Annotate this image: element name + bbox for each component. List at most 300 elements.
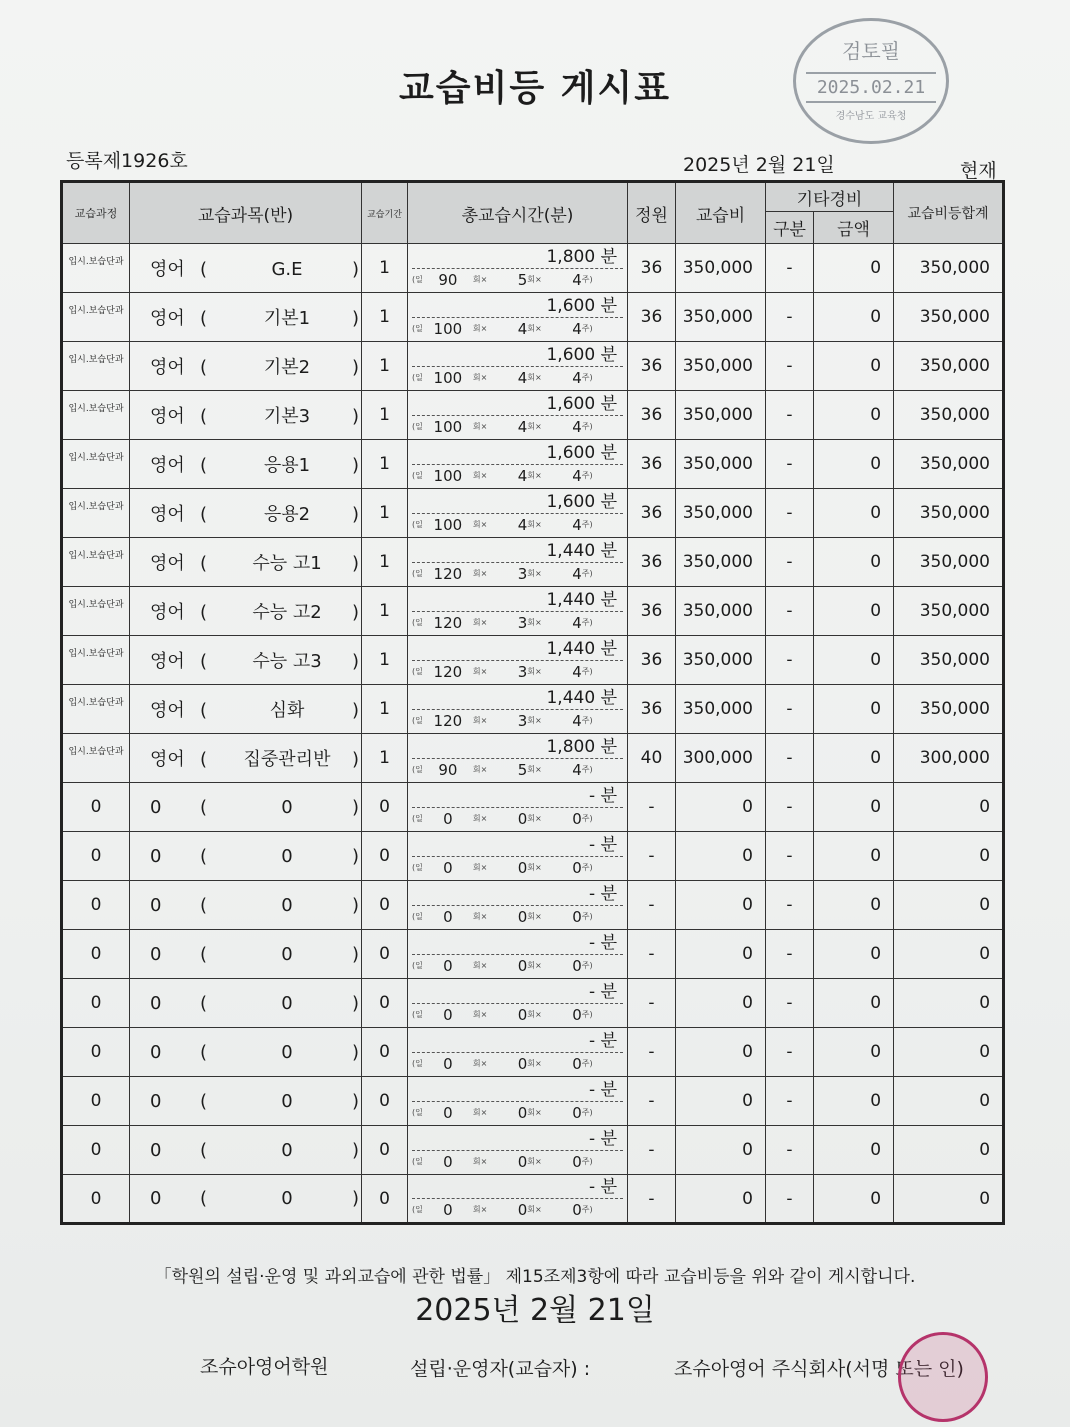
cell-capacity: 40 <box>628 734 676 783</box>
total-minutes: - <box>589 1128 596 1149</box>
cell-total-fee: 350,000 <box>894 342 1004 391</box>
class-name: 기본2 <box>263 357 311 378</box>
cell-fee: 350,000 <box>676 489 766 538</box>
footer-date: 2025년 2월 21일 <box>415 1293 655 1328</box>
cell-total-fee: 0 <box>894 979 1004 1028</box>
cell-fee: 0 <box>676 979 766 1028</box>
cell-course: 0 <box>62 1126 130 1175</box>
sessions-per-week: 0 <box>517 1103 528 1122</box>
table-row <box>62 1028 1004 1077</box>
cell-subject: 영어 ( 응용2 ) <box>130 489 362 538</box>
minutes-per-session: 0 <box>443 1201 453 1219</box>
cell-other-amount: 0 <box>814 538 894 587</box>
cell-fee: 350,000 <box>676 636 766 685</box>
cell-other-type: - <box>766 1028 814 1077</box>
table-row <box>62 881 1004 930</box>
total-minutes: - <box>589 932 596 953</box>
cell-period: 1 <box>362 391 408 440</box>
total-minutes: 1,600 <box>546 393 596 414</box>
cell-other-amount: 0 <box>814 881 894 930</box>
class-name: 0 <box>281 894 293 916</box>
cell-other-amount: 0 <box>814 1126 894 1175</box>
cell-total-fee: 350,000 <box>894 293 1004 342</box>
cell-capacity: - <box>628 1126 676 1175</box>
header-subject: 교습과목(반) <box>130 182 362 244</box>
cell-total-fee: 0 <box>894 881 1004 930</box>
header-total-time: 총교습시간(분) <box>408 182 628 244</box>
cell-course: 입시.보습단과 <box>62 342 130 391</box>
subject-name: 0 <box>150 1041 162 1063</box>
table-row <box>62 734 1004 783</box>
class-name: 0 <box>281 1090 293 1112</box>
cell-total-time: 1,440 분 (일 120 회× 3 회× 4 주) <box>408 587 628 636</box>
cell-course: 0 <box>62 1175 130 1224</box>
subject-name: 영어 <box>150 651 185 672</box>
minutes-per-session: 0 <box>443 907 453 926</box>
subject-name: 영어 <box>150 357 185 378</box>
header-capacity: 정원 <box>628 182 676 244</box>
cell-capacity: - <box>628 979 676 1028</box>
table-row <box>62 244 1004 293</box>
table-row <box>62 293 1004 342</box>
weeks: 4 <box>572 760 582 779</box>
cell-capacity: 36 <box>628 587 676 636</box>
cell-course: 입시.보습단과 <box>62 391 130 440</box>
cell-capacity: - <box>628 783 676 832</box>
subject-name: 0 <box>150 1090 162 1112</box>
total-minutes: 1,440 <box>546 589 596 610</box>
cell-fee: 350,000 <box>676 244 766 293</box>
table-row <box>62 1077 1004 1126</box>
law-notice: 「학원의 설립·운영 및 과외교습에 관한 법률」 제15조제3항에 따라 교습비등을 위와 같이 게시합니다. <box>154 1267 916 1287</box>
minutes-per-session: 0 <box>443 956 453 975</box>
total-minutes: 1,600 <box>546 442 596 463</box>
cell-capacity: - <box>628 832 676 881</box>
sessions-per-week: 4 <box>517 515 528 534</box>
table-row <box>62 489 1004 538</box>
sessions-per-week: 0 <box>517 809 528 828</box>
table-row <box>62 538 1004 587</box>
weeks: 0 <box>572 1054 582 1073</box>
sessions-per-week: 3 <box>517 662 528 681</box>
weeks: 0 <box>572 1005 582 1024</box>
class-name: 0 <box>281 845 293 867</box>
cell-other-amount: 0 <box>814 489 894 538</box>
table-row <box>62 440 1004 489</box>
sessions-per-week: 3 <box>517 613 528 632</box>
cell-subject: 영어 ( 기본3 ) <box>130 391 362 440</box>
academy-name: 조슈아영어학원 <box>200 1356 329 1378</box>
cell-fee: 350,000 <box>676 685 766 734</box>
cell-fee: 0 <box>676 832 766 881</box>
table-row <box>62 1126 1004 1175</box>
cell-total-fee: 350,000 <box>894 391 1004 440</box>
class-name: 응용1 <box>263 455 311 476</box>
cell-capacity: 36 <box>628 391 676 440</box>
weeks: 4 <box>572 515 582 534</box>
cell-course: 입시.보습단과 <box>62 244 130 293</box>
cell-fee: 0 <box>676 1126 766 1175</box>
cell-capacity: 36 <box>628 636 676 685</box>
cell-total-fee: 350,000 <box>894 489 1004 538</box>
cell-subject: 0 ( 0 ) <box>130 1175 362 1224</box>
cell-capacity: 36 <box>628 538 676 587</box>
class-name: 심화 <box>269 700 305 721</box>
table-row <box>62 587 1004 636</box>
table-row <box>62 685 1004 734</box>
cell-subject: 0 ( 0 ) <box>130 979 362 1028</box>
cell-fee: 0 <box>676 881 766 930</box>
cell-other-type: - <box>766 1175 814 1224</box>
cell-total-time: 1,600 분 (일 100 회× 4 회× 4 주) <box>408 391 628 440</box>
cell-other-type: - <box>766 342 814 391</box>
cell-other-type: - <box>766 440 814 489</box>
subject-name: 영어 <box>150 504 185 525</box>
cell-total-fee: 300,000 <box>894 734 1004 783</box>
minutes-per-session: 120 <box>433 613 463 632</box>
cell-total-time: 1,800 분 (일 90 회× 5 회× 4 주) <box>408 244 628 293</box>
cell-other-amount: 0 <box>814 930 894 979</box>
weeks: 4 <box>572 466 582 485</box>
minutes-per-session: 0 <box>443 1005 453 1024</box>
cell-period: 1 <box>362 489 408 538</box>
weeks: 0 <box>572 956 582 975</box>
cell-period: 1 <box>362 342 408 391</box>
minutes-per-session: 0 <box>443 1103 453 1122</box>
minutes-per-session: 100 <box>433 515 463 534</box>
header-period: 교습기간 <box>362 182 408 244</box>
subject-name: 0 <box>150 992 162 1014</box>
cell-capacity: - <box>628 1175 676 1224</box>
minutes-per-session: 100 <box>433 417 463 436</box>
class-name: 0 <box>281 1139 293 1161</box>
cell-other-amount: 0 <box>814 1175 894 1224</box>
cell-total-fee: 0 <box>894 1077 1004 1126</box>
cell-other-type: - <box>766 391 814 440</box>
review-stamp-sub: 경수남도 교육청 <box>835 111 907 122</box>
cell-total-time: 1,440 분 (일 120 회× 3 회× 4 주) <box>408 538 628 587</box>
cell-period: 0 <box>362 1028 408 1077</box>
minutes-per-session: 0 <box>443 858 453 877</box>
cell-capacity: 36 <box>628 685 676 734</box>
table-row <box>62 636 1004 685</box>
cell-total-time: 1,600 분 (일 100 회× 4 회× 4 주) <box>408 293 628 342</box>
total-minutes: - <box>589 1030 596 1051</box>
cell-total-time: - 분 (일 0 회× 0 회× 0 주) <box>408 1028 628 1077</box>
cell-subject: 영어 ( 응용1 ) <box>130 440 362 489</box>
minutes-per-session: 0 <box>443 1152 453 1171</box>
cell-fee: 0 <box>676 930 766 979</box>
minutes-per-session: 0 <box>443 809 453 828</box>
cell-capacity: - <box>628 1077 676 1126</box>
cell-other-type: - <box>766 1077 814 1126</box>
minutes-per-session: 120 <box>433 662 463 681</box>
weeks: 4 <box>572 270 582 289</box>
header-course: 교습과정 <box>62 182 130 244</box>
weeks: 4 <box>572 613 582 632</box>
sessions-per-week: 3 <box>517 711 528 730</box>
registration-number: 등록제1926호 <box>66 150 188 172</box>
total-minutes: 1,440 <box>546 687 596 708</box>
weeks: 0 <box>572 809 582 828</box>
weeks: 4 <box>572 564 582 583</box>
cell-course: 0 <box>62 881 130 930</box>
cell-total-time: - 분 (일 0 회× 0 회× 0 주) <box>408 881 628 930</box>
subject-name: 0 <box>150 845 162 867</box>
sessions-per-week: 0 <box>517 1054 528 1073</box>
cell-total-time: - 분 (일 0 회× 0 회× 0 주) <box>408 783 628 832</box>
as-of-label: 현재 <box>960 160 997 182</box>
cell-other-amount: 0 <box>814 1077 894 1126</box>
class-name: 0 <box>281 992 293 1014</box>
weeks: 4 <box>572 711 582 730</box>
cell-other-amount: 0 <box>814 391 894 440</box>
cell-course: 0 <box>62 1077 130 1126</box>
weeks: 4 <box>572 417 582 436</box>
cell-other-type: - <box>766 832 814 881</box>
cell-fee: 0 <box>676 783 766 832</box>
sessions-per-week: 0 <box>517 956 528 975</box>
cell-total-fee: 0 <box>894 832 1004 881</box>
sessions-per-week: 4 <box>517 466 528 485</box>
cell-total-fee: 350,000 <box>894 685 1004 734</box>
cell-other-type: - <box>766 538 814 587</box>
cell-total-time: 1,440 분 (일 120 회× 3 회× 4 주) <box>408 685 628 734</box>
cell-total-time: - 분 (일 0 회× 0 회× 0 주) <box>408 979 628 1028</box>
table-row <box>62 342 1004 391</box>
cell-period: 0 <box>362 1077 408 1126</box>
cell-fee: 350,000 <box>676 293 766 342</box>
total-minutes: - <box>589 981 596 1002</box>
weeks: 4 <box>572 368 582 387</box>
subject-name: 0 <box>150 943 162 965</box>
weeks: 0 <box>572 1201 582 1219</box>
total-minutes: - <box>589 1177 596 1197</box>
cell-course: 입시.보습단과 <box>62 636 130 685</box>
header-other-type: 구분 <box>766 212 814 244</box>
subject-name: 0 <box>150 796 162 818</box>
cell-fee: 350,000 <box>676 587 766 636</box>
cell-other-type: - <box>766 489 814 538</box>
class-name: 응용2 <box>263 504 311 525</box>
cell-capacity: - <box>628 881 676 930</box>
cell-period: 1 <box>362 685 408 734</box>
class-name: 기본1 <box>263 308 311 329</box>
cell-other-type: - <box>766 244 814 293</box>
sessions-per-week: 0 <box>517 1201 528 1219</box>
cell-period: 1 <box>362 734 408 783</box>
cell-other-type: - <box>766 685 814 734</box>
table-row <box>62 979 1004 1028</box>
cell-other-amount: 0 <box>814 1028 894 1077</box>
weeks: 4 <box>572 319 582 338</box>
cell-total-time: - 분 (일 0 회× 0 회× 0 주) <box>408 1175 628 1224</box>
cell-total-fee: 0 <box>894 1126 1004 1175</box>
sessions-per-week: 5 <box>517 270 528 289</box>
sessions-per-week: 4 <box>517 319 528 338</box>
subject-name: 영어 <box>150 749 185 770</box>
cell-total-fee: 350,000 <box>894 636 1004 685</box>
class-name: 기본3 <box>263 406 311 427</box>
cell-course: 0 <box>62 783 130 832</box>
cell-other-type: - <box>766 979 814 1028</box>
cell-fee: 300,000 <box>676 734 766 783</box>
cell-course: 입시.보습단과 <box>62 489 130 538</box>
subject-name: 0 <box>150 894 162 916</box>
header-date: 2025년 2월 21일 <box>683 154 835 176</box>
cell-total-fee: 350,000 <box>894 244 1004 293</box>
fee-table <box>60 180 1005 1225</box>
cell-period: 1 <box>362 538 408 587</box>
cell-total-time: 1,600 분 (일 100 회× 4 회× 4 주) <box>408 342 628 391</box>
cell-capacity: 36 <box>628 244 676 293</box>
cell-other-amount: 0 <box>814 685 894 734</box>
cell-course: 입시.보습단과 <box>62 734 130 783</box>
cell-total-fee: 350,000 <box>894 587 1004 636</box>
cell-subject: 영어 ( 기본2 ) <box>130 342 362 391</box>
cell-total-time: - 분 (일 0 회× 0 회× 0 주) <box>408 930 628 979</box>
total-minutes: 1,440 <box>546 638 596 659</box>
cell-fee: 350,000 <box>676 440 766 489</box>
sessions-per-week: 3 <box>517 564 528 583</box>
founder-label: 설립·운영자(교습자) : <box>410 1358 591 1380</box>
header-total-fee: 교습비등합계 <box>894 182 1004 244</box>
cell-fee: 0 <box>676 1028 766 1077</box>
cell-period: 0 <box>362 1175 408 1224</box>
class-name: 수능 고1 <box>252 553 322 574</box>
minutes-per-session: 90 <box>438 760 458 779</box>
class-name: 0 <box>281 1041 293 1063</box>
subject-name: 영어 <box>150 406 185 427</box>
sessions-per-week: 5 <box>517 760 528 779</box>
cell-subject: 0 ( 0 ) <box>130 783 362 832</box>
cell-subject: 0 ( 0 ) <box>130 1028 362 1077</box>
cell-period: 1 <box>362 244 408 293</box>
cell-other-amount: 0 <box>814 440 894 489</box>
cell-course: 입시.보습단과 <box>62 538 130 587</box>
cell-other-type: - <box>766 636 814 685</box>
cell-other-amount: 0 <box>814 293 894 342</box>
table-row <box>62 1175 1004 1224</box>
total-minutes: - <box>589 834 596 855</box>
cell-subject: 0 ( 0 ) <box>130 930 362 979</box>
review-stamp-label: 검토필 <box>842 39 900 63</box>
cell-total-fee: 0 <box>894 1175 1004 1224</box>
corporation-signature: 조슈아영어 주식회사(서명 또는 인) <box>674 1358 964 1380</box>
subject-name: 0 <box>150 1188 162 1209</box>
cell-other-type: - <box>766 930 814 979</box>
official-seal <box>898 1332 988 1422</box>
cell-course: 0 <box>62 832 130 881</box>
review-stamp-date: 2025.02.21 <box>806 72 936 103</box>
cell-fee: 350,000 <box>676 391 766 440</box>
cell-subject: 영어 ( 수능 고2 ) <box>130 587 362 636</box>
cell-subject: 영어 ( 수능 고1 ) <box>130 538 362 587</box>
sessions-per-week: 0 <box>517 858 528 877</box>
total-minutes: 1,800 <box>546 246 596 267</box>
cell-subject: 0 ( 0 ) <box>130 881 362 930</box>
cell-course: 0 <box>62 979 130 1028</box>
cell-fee: 0 <box>676 1175 766 1224</box>
total-minutes: 1,440 <box>546 540 596 561</box>
cell-total-fee: 350,000 <box>894 440 1004 489</box>
subject-name: 0 <box>150 1139 162 1161</box>
document-title: 교습비등 게시표 <box>399 68 671 109</box>
cell-capacity: 36 <box>628 342 676 391</box>
subject-name: 영어 <box>150 700 185 721</box>
cell-period: 0 <box>362 979 408 1028</box>
class-name: 집중관리반 <box>243 749 331 770</box>
total-minutes: 1,600 <box>546 295 596 316</box>
cell-period: 0 <box>362 832 408 881</box>
cell-subject: 영어 ( 집중관리반 ) <box>130 734 362 783</box>
cell-capacity: 36 <box>628 489 676 538</box>
cell-capacity: 36 <box>628 440 676 489</box>
subject-name: 영어 <box>150 553 185 574</box>
class-name: 0 <box>281 1188 293 1209</box>
cell-subject: 영어 ( 기본1 ) <box>130 293 362 342</box>
cell-period: 0 <box>362 1126 408 1175</box>
table-row <box>62 391 1004 440</box>
cell-period: 1 <box>362 293 408 342</box>
cell-other-amount: 0 <box>814 783 894 832</box>
cell-other-amount: 0 <box>814 636 894 685</box>
sessions-per-week: 0 <box>517 1005 528 1024</box>
cell-course: 입시.보습단과 <box>62 685 130 734</box>
sessions-per-week: 4 <box>517 417 528 436</box>
subject-name: 영어 <box>150 455 185 476</box>
cell-subject: 0 ( 0 ) <box>130 832 362 881</box>
class-name: 수능 고3 <box>252 651 322 672</box>
minutes-per-session: 100 <box>433 466 463 485</box>
cell-capacity: 36 <box>628 293 676 342</box>
class-name: 0 <box>281 796 293 818</box>
weeks: 4 <box>572 662 582 681</box>
cell-subject: 0 ( 0 ) <box>130 1126 362 1175</box>
header-other-expense: 기타경비 <box>766 182 894 212</box>
class-name: 수능 고2 <box>252 602 322 623</box>
cell-course: 입시.보습단과 <box>62 293 130 342</box>
subject-name: 영어 <box>150 259 185 280</box>
cell-total-time: 1,600 분 (일 100 회× 4 회× 4 주) <box>408 440 628 489</box>
subject-name: 영어 <box>150 308 185 329</box>
cell-total-time: - 분 (일 0 회× 0 회× 0 주) <box>408 1126 628 1175</box>
cell-other-type: - <box>766 783 814 832</box>
minutes-per-session: 120 <box>433 711 463 730</box>
cell-subject: 0 ( 0 ) <box>130 1077 362 1126</box>
cell-total-fee: 0 <box>894 783 1004 832</box>
header-fee: 교습비 <box>676 182 766 244</box>
minutes-per-session: 90 <box>438 270 458 289</box>
table-row <box>62 783 1004 832</box>
cell-other-amount: 0 <box>814 587 894 636</box>
total-minutes: 1,600 <box>546 344 596 365</box>
cell-period: 0 <box>362 930 408 979</box>
cell-course: 0 <box>62 930 130 979</box>
header-other-amount: 금액 <box>814 212 894 244</box>
class-name: G.E <box>271 259 303 280</box>
weeks: 0 <box>572 907 582 926</box>
table-row <box>62 930 1004 979</box>
cell-other-amount: 0 <box>814 979 894 1028</box>
review-stamp <box>793 18 949 144</box>
cell-period: 0 <box>362 783 408 832</box>
sessions-per-week: 0 <box>517 907 528 926</box>
cell-period: 1 <box>362 587 408 636</box>
minutes-per-session: 0 <box>443 1054 453 1073</box>
minutes-per-session: 100 <box>433 368 463 387</box>
total-minutes: 1,600 <box>546 491 596 512</box>
